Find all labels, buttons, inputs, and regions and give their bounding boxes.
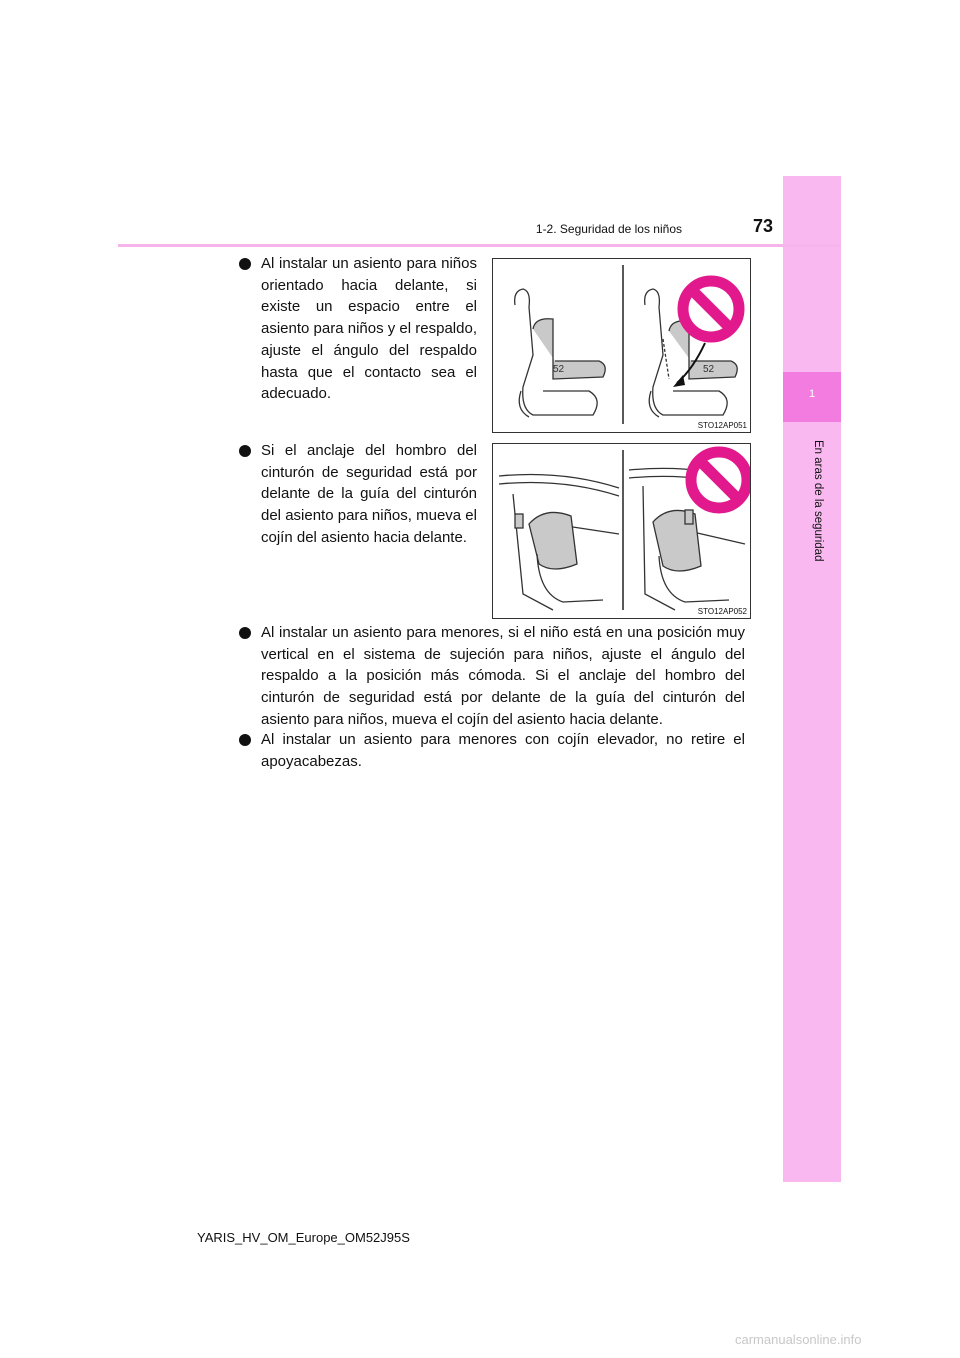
bullet-icon [239, 445, 251, 457]
watermark: carmanualsonline.info [735, 1332, 862, 1347]
bullet-icon [239, 627, 251, 639]
bullet-text: Al instalar un asiento para niños orientado hacia delante, si existe un espacio entre el asiento para niños y el respaldo, ajuste el ángulo del respaldo hasta que el contacto sea el adecuado. [261, 255, 477, 403]
belt-guide-illustration [492, 443, 751, 619]
side-tab [783, 176, 841, 1182]
svg-text:52: 52 [553, 364, 565, 375]
prohibited-icon [683, 281, 739, 337]
chapter-number: 1 [808, 388, 816, 400]
seat-drawing [493, 259, 750, 432]
bullet-item [261, 253, 477, 405]
bullet-item [261, 440, 477, 549]
bullet-icon [239, 258, 251, 270]
figure-code: STO12AP052 [697, 607, 747, 616]
car-seat-drawing [493, 444, 750, 618]
page-number: 73 [752, 216, 773, 236]
section-title: 1-2. Seguridad de los niños [535, 222, 682, 236]
svg-text:52: 52 [703, 364, 715, 375]
bullet-text: Al instalar un asiento para menores con cojín elevador, no retire el apoyacabezas. [261, 731, 745, 770]
bullet-text: Si el anclaje del hombro del cinturón de seguridad está por delante de la guía del cinturón del asiento para niños, mueva el cojín del asiento hacia delante. [261, 442, 477, 546]
bullet-item [261, 729, 745, 772]
chapter-label: En aras de la seguridad [812, 440, 824, 562]
car-interior-correct [499, 475, 619, 611]
document-id: YARIS_HV_OM_Europe_OM52J95S [197, 1230, 410, 1245]
header-divider [118, 244, 841, 247]
bullet-icon [239, 734, 251, 746]
bullet-text: Al instalar un asiento para menores, si el niño está en una posición muy vertical en el sistema de sujeción para niños, ajuste el ángulo del respaldo a la posición más cómoda. Si el anclaje del hombro del cinturón de seguridad está por delante de la guía del cinturón del asiento para niños, mueva el cojín del asiento hacia delante. [261, 624, 745, 728]
bullet-item [261, 622, 745, 731]
figure-code: STO12AP051 [697, 421, 747, 430]
prohibited-icon [691, 452, 747, 508]
seat-correct [515, 289, 606, 417]
seat-angle-illustration [492, 258, 751, 433]
